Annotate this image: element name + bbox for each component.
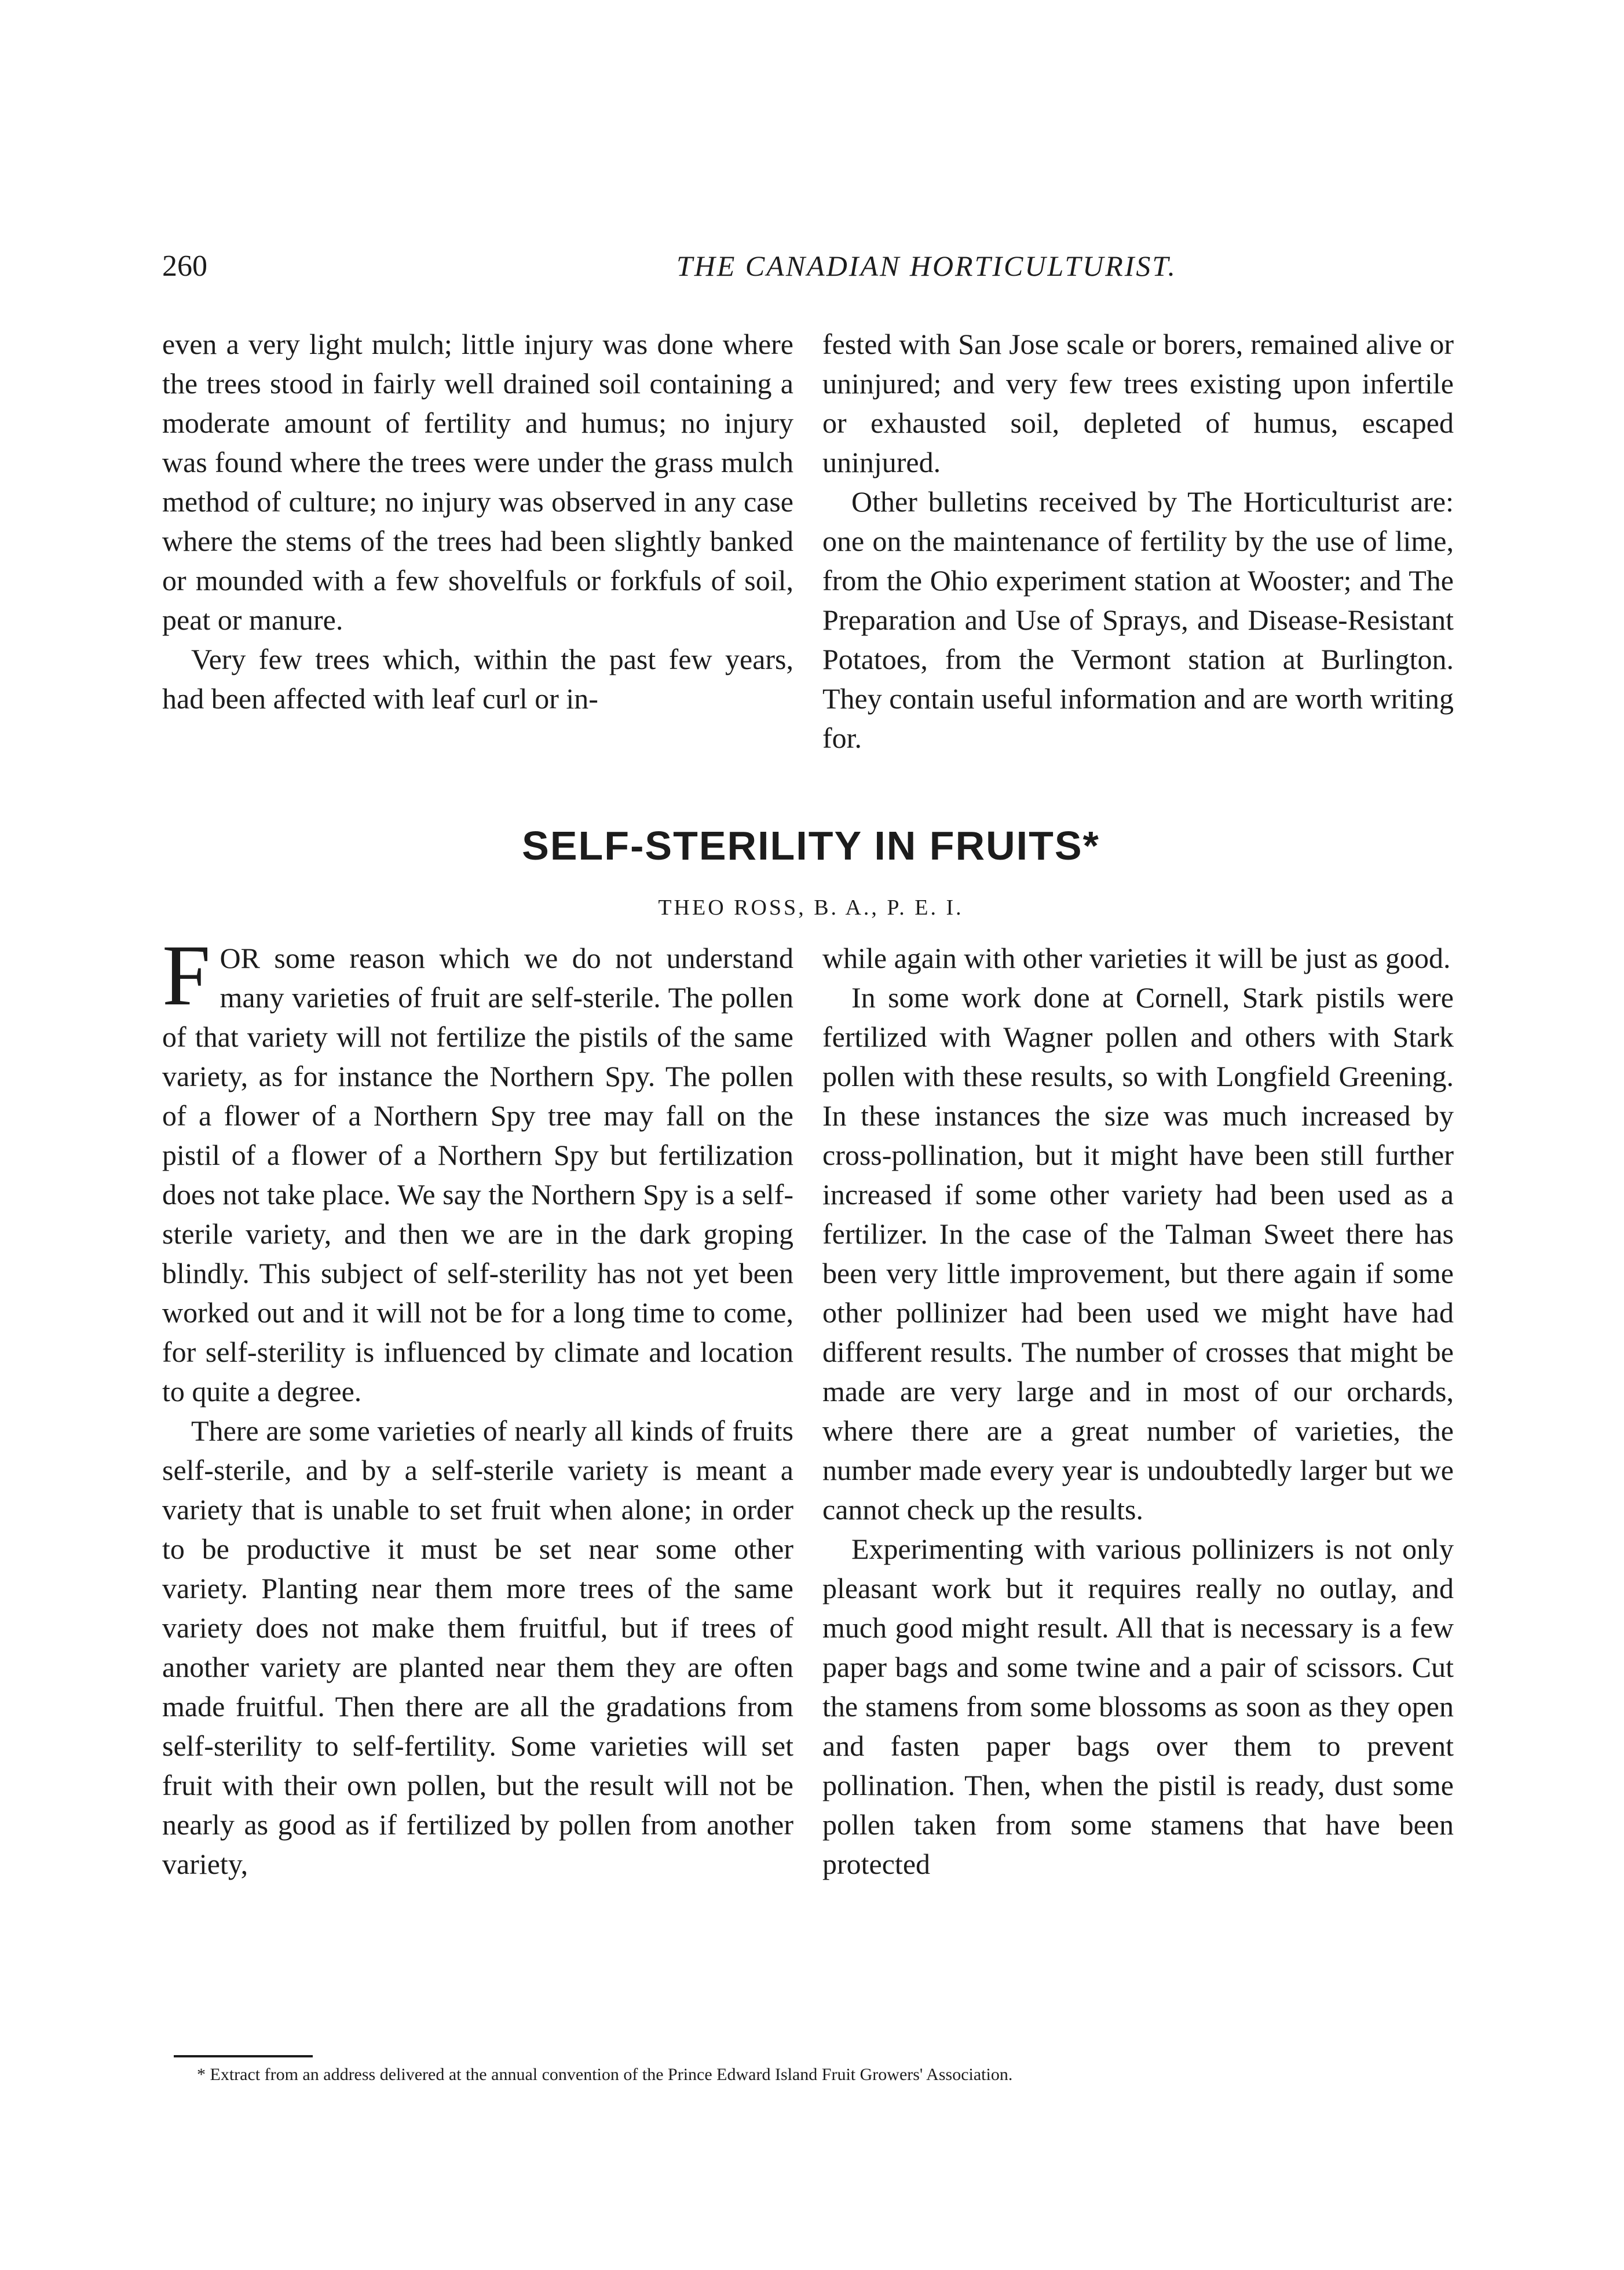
- paragraph: Very few trees which, within the past few years, had been affected with leaf curl or in-: [162, 643, 793, 715]
- paragraph: Other bulletins received by The Horticulturist are: one on the maintenance of fertility by the use of lime, from the Ohio experiment station at Wooster; and The Preparation and Use of Sprays, and Disease-Resistant Potatoes, from the Vermont station at Burlington. They contain useful information and are worth writing for.: [822, 485, 1454, 754]
- paragraph: In some work done at Cornell, Stark pistils were fertilized with Wagner pollen and others with Stark pollen with these results, so with Longfield Greening. In these instances the size was much increased by cross-pollination, but it might have been still further increased if some other variety had been used as a fertilizer. In the case of the Talman Sweet there has been very little improvement, but there again if some other pollinizer had been used we might have had different results. The number of crosses that might be made are very large and in most of our orchards, where there are a great number of varieties, the number made every year is undoubtedly larger but we cannot check up the results.: [822, 981, 1454, 1526]
- article-right-column: [822, 938, 1454, 1884]
- footnote-divider: [174, 2055, 313, 2057]
- journal-title: THE CANADIAN HORTICULTURIST.: [676, 250, 1177, 282]
- paragraph: Experimenting with various pollinizers is not only pleasant work but it requires really no outlay, and much good might result. All that is necessary is a few paper bags and some twine and a pair of scissors. Cut the stamens from some blossoms as soon as they open and fasten paper bags over them to prevent pollination. Then, when the pistil is ready, dust some pollen taken from some stamens that have been protected: [822, 1533, 1454, 1880]
- article-byline: THEO ROSS, B. A., P. E. I.: [658, 895, 964, 920]
- article-left-column: [162, 927, 793, 1884]
- top-left-column: [162, 324, 793, 718]
- running-head: [162, 249, 1460, 295]
- top-right-column: [822, 324, 1454, 758]
- footnote: * Extract from an address delivered at the annual convention of the Prince Edward Island Fruit Growers' Association.: [197, 2065, 1013, 2084]
- opening-paragraph: [162, 927, 793, 1411]
- paragraph: even a very light mulch; little injury was done where the trees stood in fairly well drained soil containing a moderate amount of fertility and humus; no injury was found where the trees were under the grass mulch method of culture; no injury was observed in any case where the stems of the trees had been slightly banked or mounded with a few shovelfuls or forkfuls of soil, peat or manure.: [162, 328, 793, 636]
- paragraph-text: OR some reason which we do not understand many varieties of fruit are self-sterile. The pollen of that variety will not fertilize the pistils of the same variety, as for instance the Northern Spy. The pollen of a flower of a Northern Spy tree may fall on the pistil of a flower of a Northern Spy but fertilization does not take place. We say the Northern Spy is a self-sterile variety, and then we are in the dark groping blindly. This subject of self-sterility has not yet been worked out and it will not be for a long time to come, for self-sterility is influenced by climate and location to quite a degree.: [162, 942, 793, 1408]
- page-number: 260: [162, 250, 207, 283]
- article-title: SELF-STERILITY IN FRUITS*: [522, 823, 1100, 868]
- paragraph: There are some varieties of nearly all kinds of fruits self-sterile, and by a self-sterile variety is meant a variety that is unable to set fruit when alone; in order to be productive it must be set near some other variety. Planting near them more trees of the same variety does not make them fruitful, but if trees of another variety are planted near them they are often made fruitful. Then there are all the gradations from self-sterility to self-fertility. Some varieties will set fruit with their own pollen, but the result will not be nearly as good as if fertilized by pollen from another variety,: [162, 1414, 793, 1880]
- drop-cap: F: [162, 927, 211, 1023]
- paragraph: while again with other varieties it will be just as good.: [822, 942, 1451, 974]
- paragraph: fested with San Jose scale or borers, remained alive or uninjured; and very few trees existing upon infertile or exhausted soil, depleted of humus, escaped uninjured.: [822, 328, 1454, 478]
